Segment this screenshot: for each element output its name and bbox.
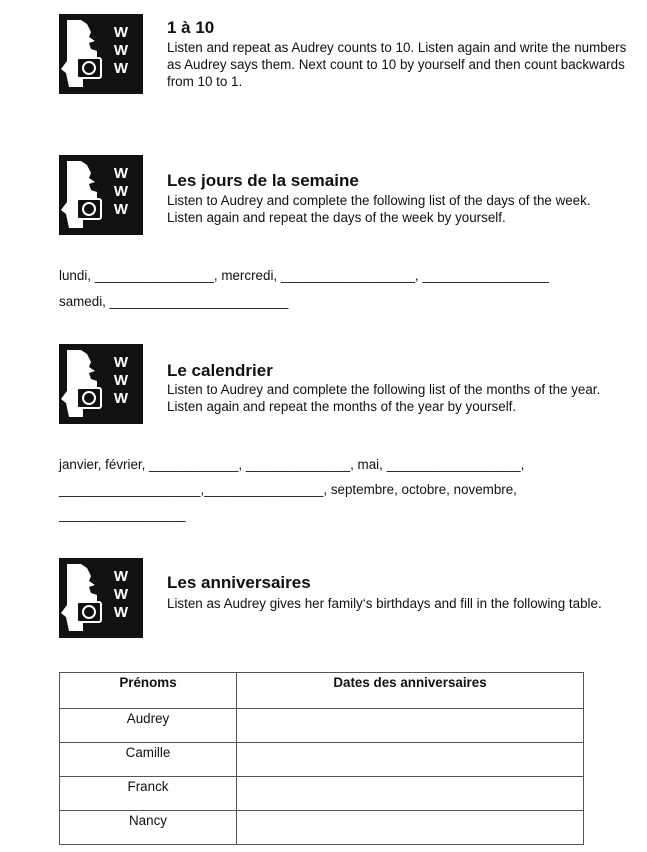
birthday-date-cell[interactable] (237, 743, 584, 777)
fill-in-line-days: samedi, ________________________ (59, 294, 289, 309)
first-name-cell: Nancy (60, 811, 237, 845)
www-icon-letter: W (113, 390, 129, 407)
fill-in-line-days: lundi, ________________, mercredi, __________________, _________________ (59, 268, 549, 283)
section-instructions-days: Listen to Audrey and complete the following list of the days of the week. Listen again and repeat the days of the week by yourself. (167, 193, 591, 225)
first-name-cell: Camille (60, 743, 237, 777)
www-icon-letter: W (113, 60, 129, 77)
section-instructions-birthdays: Listen as Audrey gives her family‘s birthdays and fill in the following table. (167, 596, 602, 611)
first-name-cell: Audrey (60, 709, 237, 743)
column-header-first-names: Prénoms (60, 673, 237, 709)
www-icon-letter: W (113, 165, 129, 182)
www-icon (59, 344, 143, 424)
birthday-date-cell[interactable] (237, 709, 584, 743)
www-icon-letter: W (113, 372, 129, 389)
www-icon (59, 558, 143, 638)
section-title-days: Les jours de la semaine (167, 171, 359, 190)
section-title-calendar: Le calendrier (167, 361, 273, 380)
www-icon-letter: W (113, 183, 129, 200)
www-icon-letter: W (113, 24, 129, 41)
table-header-row (60, 673, 584, 709)
birthday-date-cell[interactable] (237, 777, 584, 811)
table-row (60, 811, 584, 845)
www-icon (59, 14, 143, 94)
www-icon-letter: W (113, 568, 129, 585)
fill-in-line-months: _________________ (59, 507, 186, 522)
www-icon-letter: W (113, 42, 129, 59)
www-icon-letter: W (113, 354, 129, 371)
section-title-numbers: 1 à 10 (167, 18, 215, 37)
column-header-birthday-dates: Dates des anniversaires (237, 673, 584, 709)
www-icon-letter: W (113, 201, 129, 218)
table-row (60, 743, 584, 777)
www-icon-letter: W (113, 586, 129, 603)
birthday-date-cell[interactable] (237, 811, 584, 845)
www-icon-letter: W (113, 604, 129, 621)
section-instructions-calendar: Listen to Audrey and complete the following list of the months of the year. Listen again and repeat the months of the year by yourself. (167, 382, 601, 414)
www-icon (59, 155, 143, 235)
table-row (60, 709, 584, 743)
first-name-cell: Franck (60, 777, 237, 811)
fill-in-line-months: ___________________,________________, septembre, octobre, novembre, (59, 482, 517, 497)
section-instructions-numbers: Listen and repeat as Audrey counts to 10. Listen again and write the numbers as Audrey says them. Next count to 10 by yourself and then count backwards from 10 to 1. (167, 40, 627, 89)
table-row (60, 777, 584, 811)
birthday-table (59, 672, 584, 845)
fill-in-line-months: janvier, février, ____________, ______________, mai, __________________, (59, 457, 525, 472)
section-title-birthdays: Les anniversaires (167, 573, 311, 592)
